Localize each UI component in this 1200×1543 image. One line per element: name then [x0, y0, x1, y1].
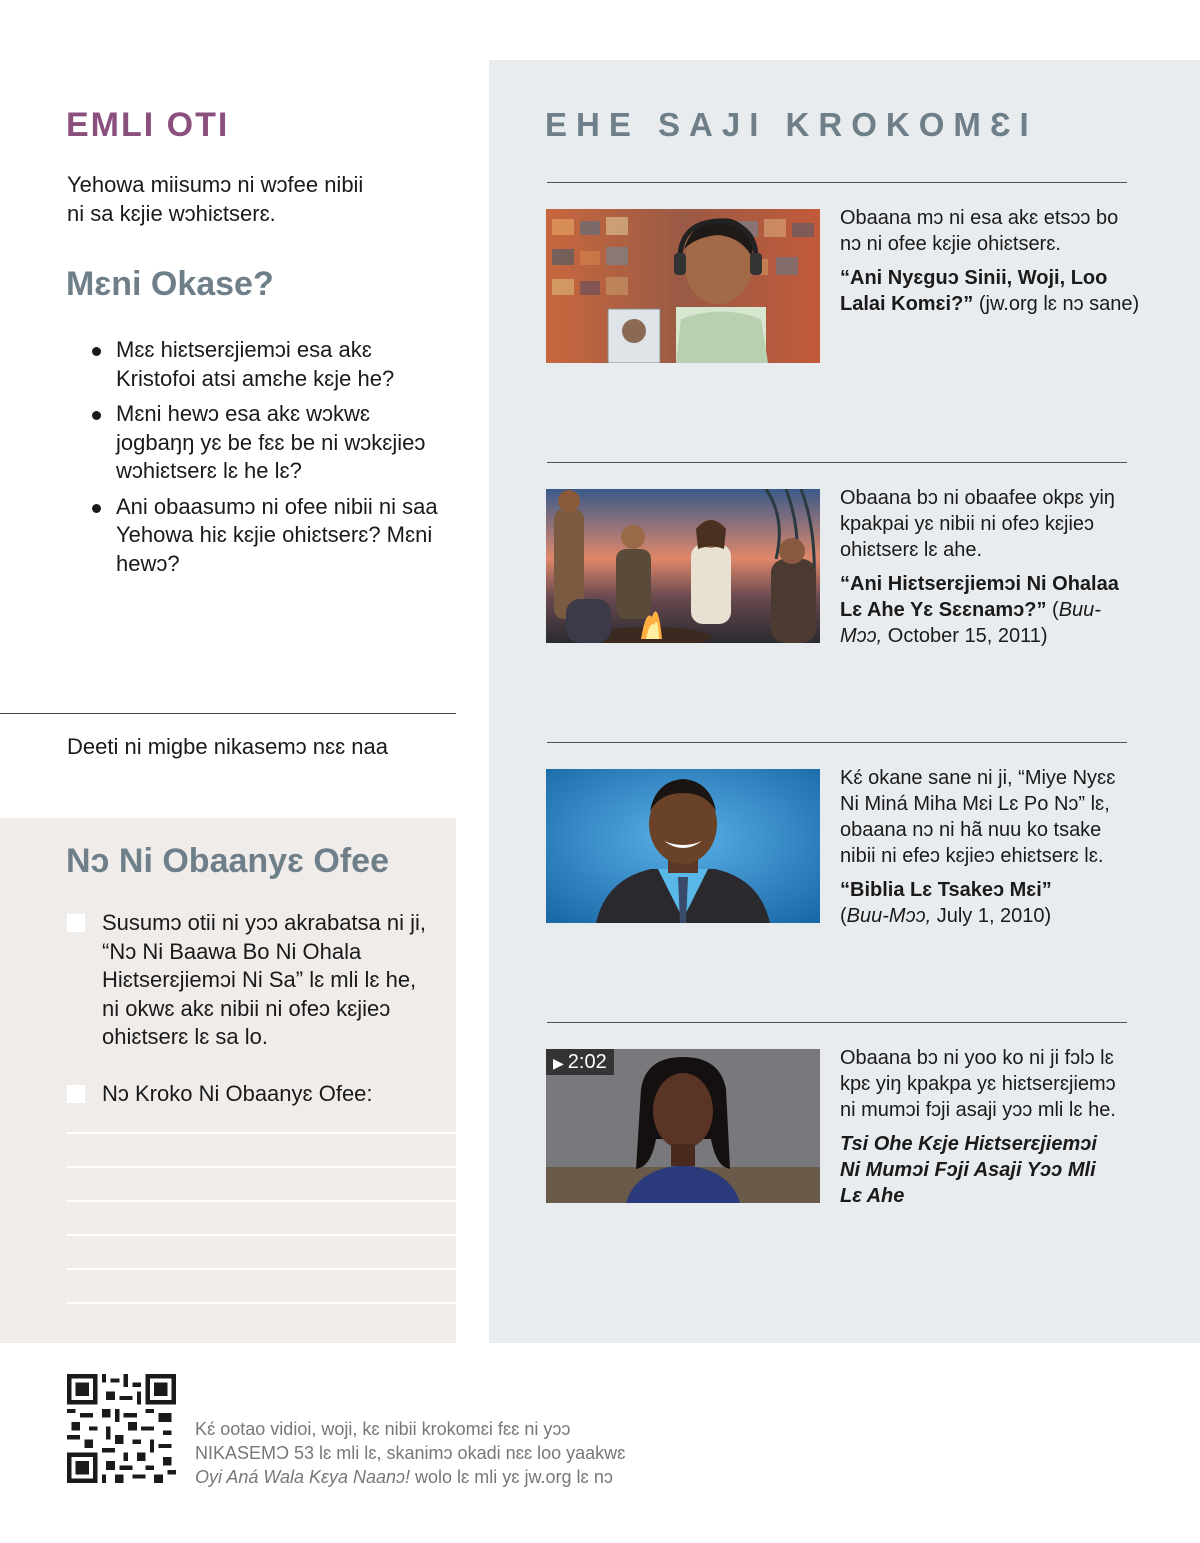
video-duration-badge	[546, 1049, 614, 1075]
question-item	[90, 493, 450, 579]
article-reference[interactable]	[840, 265, 1140, 317]
bullet-icon	[92, 504, 101, 513]
bullet-icon	[92, 347, 101, 356]
question-text: Ani obaasumɔ ni ofee nibii ni saa Yehowa hiɛ kɛjie ohiɛtserɛ? Mɛni hewɔ?	[116, 493, 438, 576]
article-reference[interactable]	[840, 571, 1140, 649]
article-source-open: (	[1046, 599, 1059, 621]
meni-okase-title: Mɛni Okase?	[66, 265, 274, 303]
activity-text: Nɔ Kroko Ni Obaanyɛ Ofee:	[102, 1081, 373, 1106]
video-duration: 2:02	[567, 1051, 607, 1073]
bullet-icon	[92, 411, 101, 420]
qr-code[interactable]	[67, 1374, 176, 1483]
emli-oti-text	[67, 170, 407, 228]
activity-text: Susumɔ otii ni yɔɔ akrabatsa ni ji, “Nɔ Ni Baawa Bo Ni Ohala Hiɛtserɛjiemɔi Ni Sa” lɛ mli lɛ he, ni okwɛ akɛ nibii ni ofeɔ kɛjieɔ ohiɛtserɛ lɛ sa lo.	[102, 910, 427, 1049]
article-reference[interactable]	[840, 1131, 1110, 1209]
article-image-campfire[interactable]	[546, 489, 820, 643]
divider	[547, 462, 1127, 463]
article-source-date: July 1, 2010)	[931, 905, 1052, 927]
write-line[interactable]	[67, 1132, 456, 1134]
video-thumbnail[interactable]	[546, 1049, 820, 1203]
question-list	[90, 336, 450, 585]
article-title[interactable]: “Ani Nyɛguɔ Sinii, Woji, Loo Lalai Komɛi?”	[840, 267, 1108, 315]
divider	[547, 742, 1127, 743]
footer-line-1: Kɛ́ ootao vidioi, woji, kɛ nibii krokomɛi fɛɛ ni yɔɔ	[195, 1419, 571, 1439]
divider	[0, 713, 456, 714]
question-item	[90, 336, 450, 393]
question-text: Mɛɛ hiɛtserɛjiemɔi esa akɛ Kristofoi atsi amɛhe kɛje he?	[116, 337, 395, 391]
article-image-teen[interactable]	[546, 209, 820, 363]
write-line[interactable]	[67, 1200, 456, 1202]
article-image-portrait[interactable]	[546, 769, 820, 923]
article-title[interactable]: “Ani Hiɛtserɛjiemɔi Ni Ohalaa Lɛ Ahe Yɛ Sɛɛnamɔ?”	[840, 573, 1119, 621]
emli-oti-line-1: Yehowa miisumɔ ni wɔfee nibii	[67, 172, 364, 197]
write-line[interactable]	[67, 1234, 456, 1236]
article-source-magazine: Buu-Mɔɔ,	[840, 599, 1101, 647]
completion-date-label: Deeti ni migbe nikasemɔ nɛɛ naa	[67, 734, 388, 759]
emli-oti-title: EMLI OTI	[66, 106, 230, 144]
footer-line-3: wolo lɛ mli yɛ jw.org lɛ nɔ	[410, 1467, 613, 1487]
related-title: EHE SAJI KROKOMƐI	[545, 106, 1038, 143]
article-description: Obaana mɔ ni esa akɛ etsɔɔ bo nɔ ni ofee kɛjie ohiɛtserɛ.	[840, 207, 1119, 255]
emli-oti-line-2: ni sa kɛjie wɔhiɛtserɛ.	[67, 201, 276, 226]
article-description: Obaana bɔ ni yoo ko ni ji fɔlɔ lɛ kpɛ yiŋ kpakpa yɛ hiɛtserɛjiemɔ ni mumɔi fɔji asaji yɔɔ mli lɛ he.	[840, 1047, 1116, 1121]
article-title[interactable]: “Biblia Lɛ Tsakeɔ Mɛi”	[840, 879, 1052, 901]
question-text: Mɛni hewɔ esa akɛ wɔkwɛ jogbaŋŋ yɛ be fɛɛ be ni wɔkɛjieɔ wɔhiɛtserɛ lɛ he lɛ?	[116, 401, 426, 483]
article-source-date: October 15, 2011)	[882, 625, 1048, 647]
write-line[interactable]	[67, 1268, 456, 1270]
article-source: (jw.org lɛ nɔ sane)	[973, 293, 1140, 315]
no-ni-obaanye-title: Nɔ Ni Obaanyɛ Ofee	[66, 842, 389, 880]
article-reference[interactable]	[840, 877, 1140, 929]
activity-item[interactable]	[67, 909, 437, 1052]
play-icon: ▶	[553, 1055, 564, 1071]
article-source-open: (	[840, 905, 847, 927]
article-description: Kɛ́ okane sane ni ji, “Miye Nyɛɛ Ni Miná Miha Mɛi Lɛ Po Nɔ” lɛ, obaana nɔ ni hã nuu ko tsake nibii ni efeɔ kɛjieɔ ehiɛtserɛ lɛ.	[840, 767, 1116, 867]
footer-note	[195, 1417, 665, 1489]
write-line[interactable]	[67, 1302, 456, 1304]
article-description: Obaana bɔ ni obaafee okpɛ yiŋ kpakpai yɛ nibii ni ofeɔ kɛjieɔ ohiɛtserɛ lɛ ahe.	[840, 487, 1115, 561]
footer-line-2: NIKASEMƆ 53 lɛ mli lɛ, skanimɔ okadi nɛɛ loo yaakwɛ	[195, 1443, 626, 1463]
article-source-magazine: Buu-Mɔɔ,	[846, 905, 932, 927]
footer-book-title[interactable]: Oyi Aná Wala Kɛya Naanɔ!	[195, 1467, 411, 1487]
divider	[547, 1022, 1127, 1023]
activity-item-other[interactable]	[67, 1080, 437, 1109]
question-item	[90, 400, 450, 486]
divider	[547, 182, 1127, 183]
checkbox[interactable]	[67, 1085, 85, 1103]
video-title[interactable]: Tsi Ohe Kɛje Hiɛtserɛjiemɔi Ni Mumɔi Fɔji Asaji Yɔɔ Mli Lɛ Ahe	[840, 1133, 1097, 1207]
write-line[interactable]	[67, 1166, 456, 1168]
checkbox[interactable]	[67, 914, 85, 932]
